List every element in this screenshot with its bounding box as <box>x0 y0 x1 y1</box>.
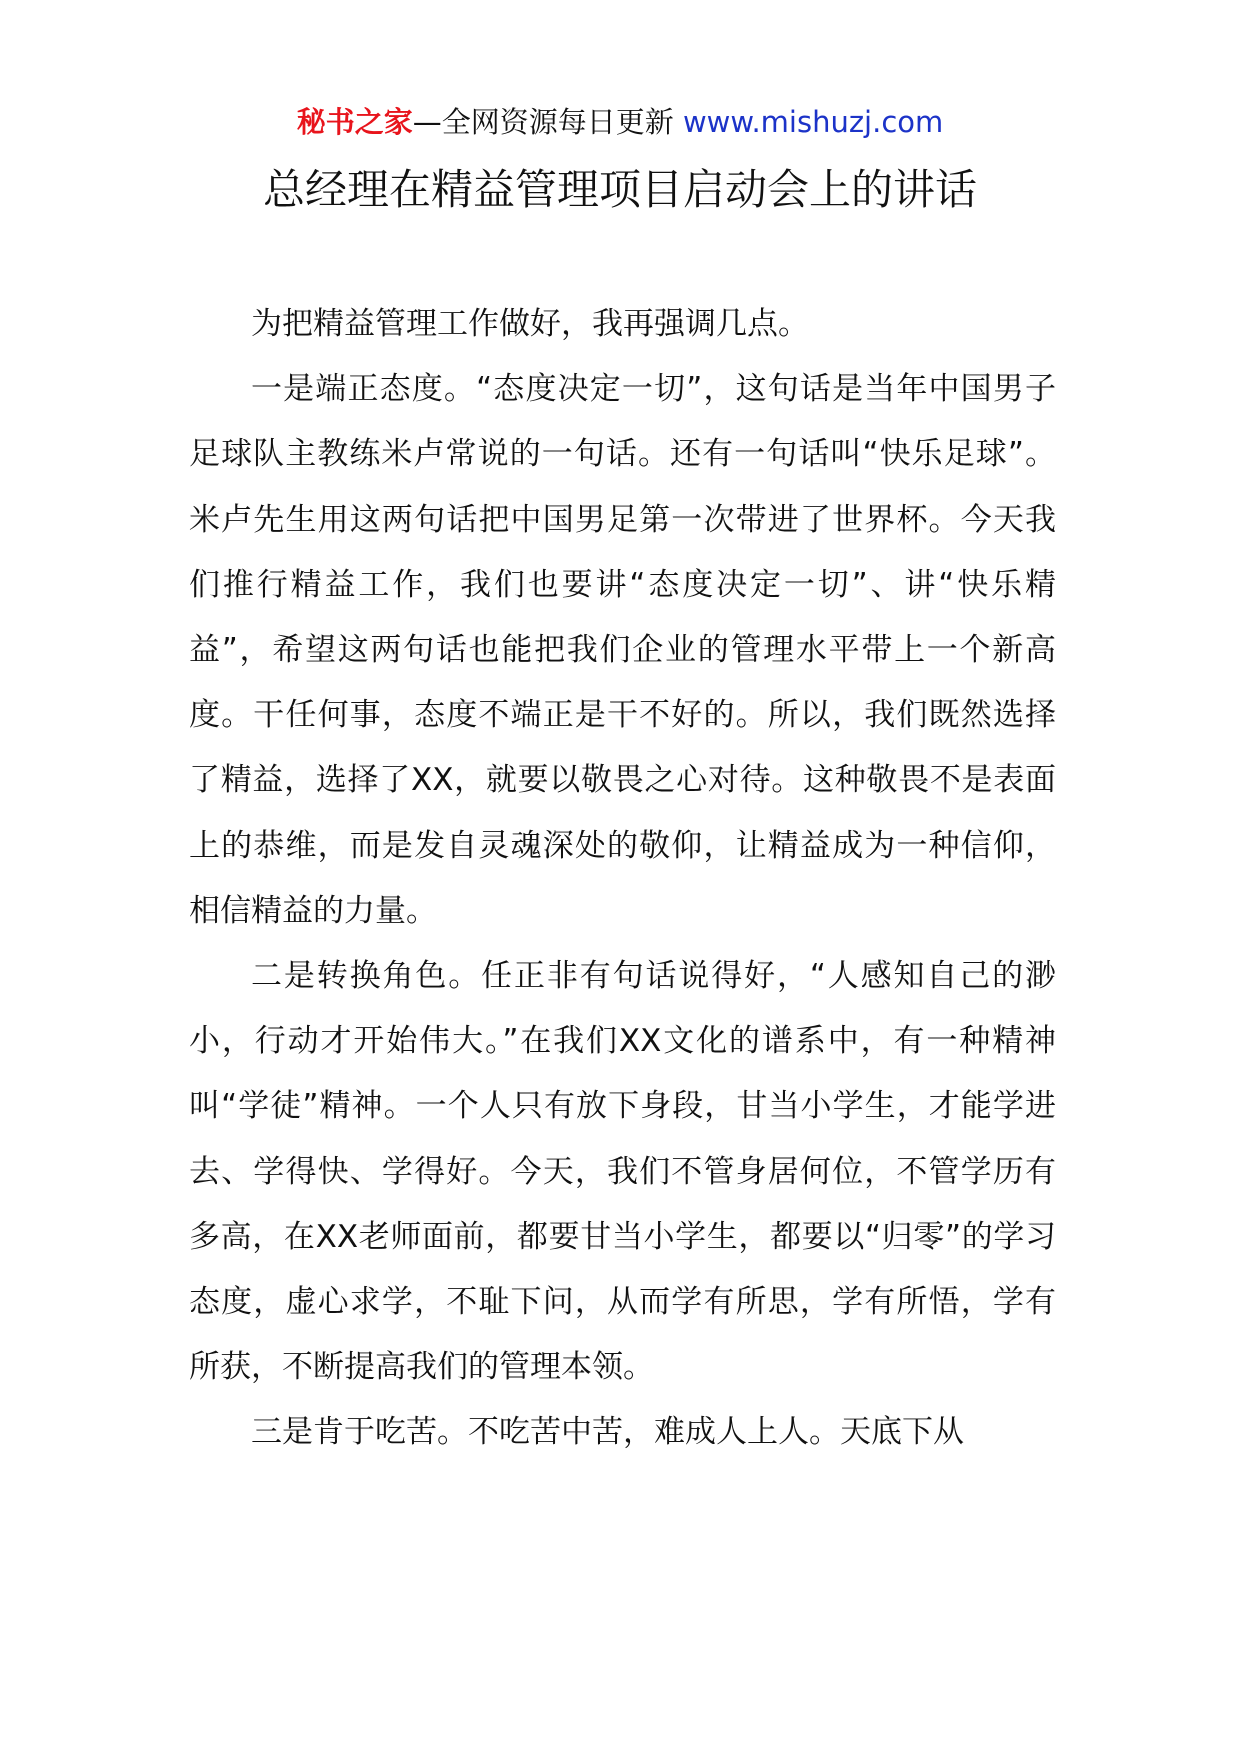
brand-name: 秘书之家 <box>296 105 413 139</box>
site-header <box>0 102 1240 142</box>
document-body <box>189 292 1056 1466</box>
paragraph-intro: 为把精益管理工作做好，我再强调几点。 <box>251 306 809 342</box>
document-title: 总经理在精益管理项目启动会上的讲话 <box>262 165 977 214</box>
paragraph-role: 二是转换角色。任正非有句话说得好，“人感知自己的渺小，行动才开始伟大。”在我们XX文化的谱系中，有一种精神叫“学徒”精神。一个人只有放下身段，甘当小学生，才能学进去、学得快、学得好。今天，我们不管身居何位，不管学历有多高，在XX老师面前，都要甘当小学生，都要以“归零”的学习态度，虚心求学，不耻下问，从而学有所思，学有所悟，学有所获，不断提高我们的管理本领。 <box>189 958 1056 1386</box>
site-url-link[interactable]: www.mishuzj.com <box>682 105 944 139</box>
paragraph-attitude: 一是端正态度。“态度决定一切”，这句话是当年中国男子足球队主教练米卢常说的一句话。还有一句话叫“快乐足球”。米卢先生用这两句话把中国男足第一次带进了世界杯。今天我们推行精益工作，我们也要讲“态度决定一切”、讲“快乐精益”，希望这两句话也能把我们企业的管理水平带上一个新高度。干任何事，态度不端正是干不好的。所以，我们既然选择了精益，选择了XX，就要以敬畏之心对待。这种敬畏不是表面上的恭维，而是发自灵魂深处的敬仰，让精益成为一种信仰，相信精益的力量。 <box>189 371 1056 929</box>
paragraph-hardship: 三是肯于吃苦。不吃苦中苦，难成人上人。天底下从 <box>251 1414 964 1451</box>
site-tagline: —全网资源每日更新 <box>412 105 674 139</box>
